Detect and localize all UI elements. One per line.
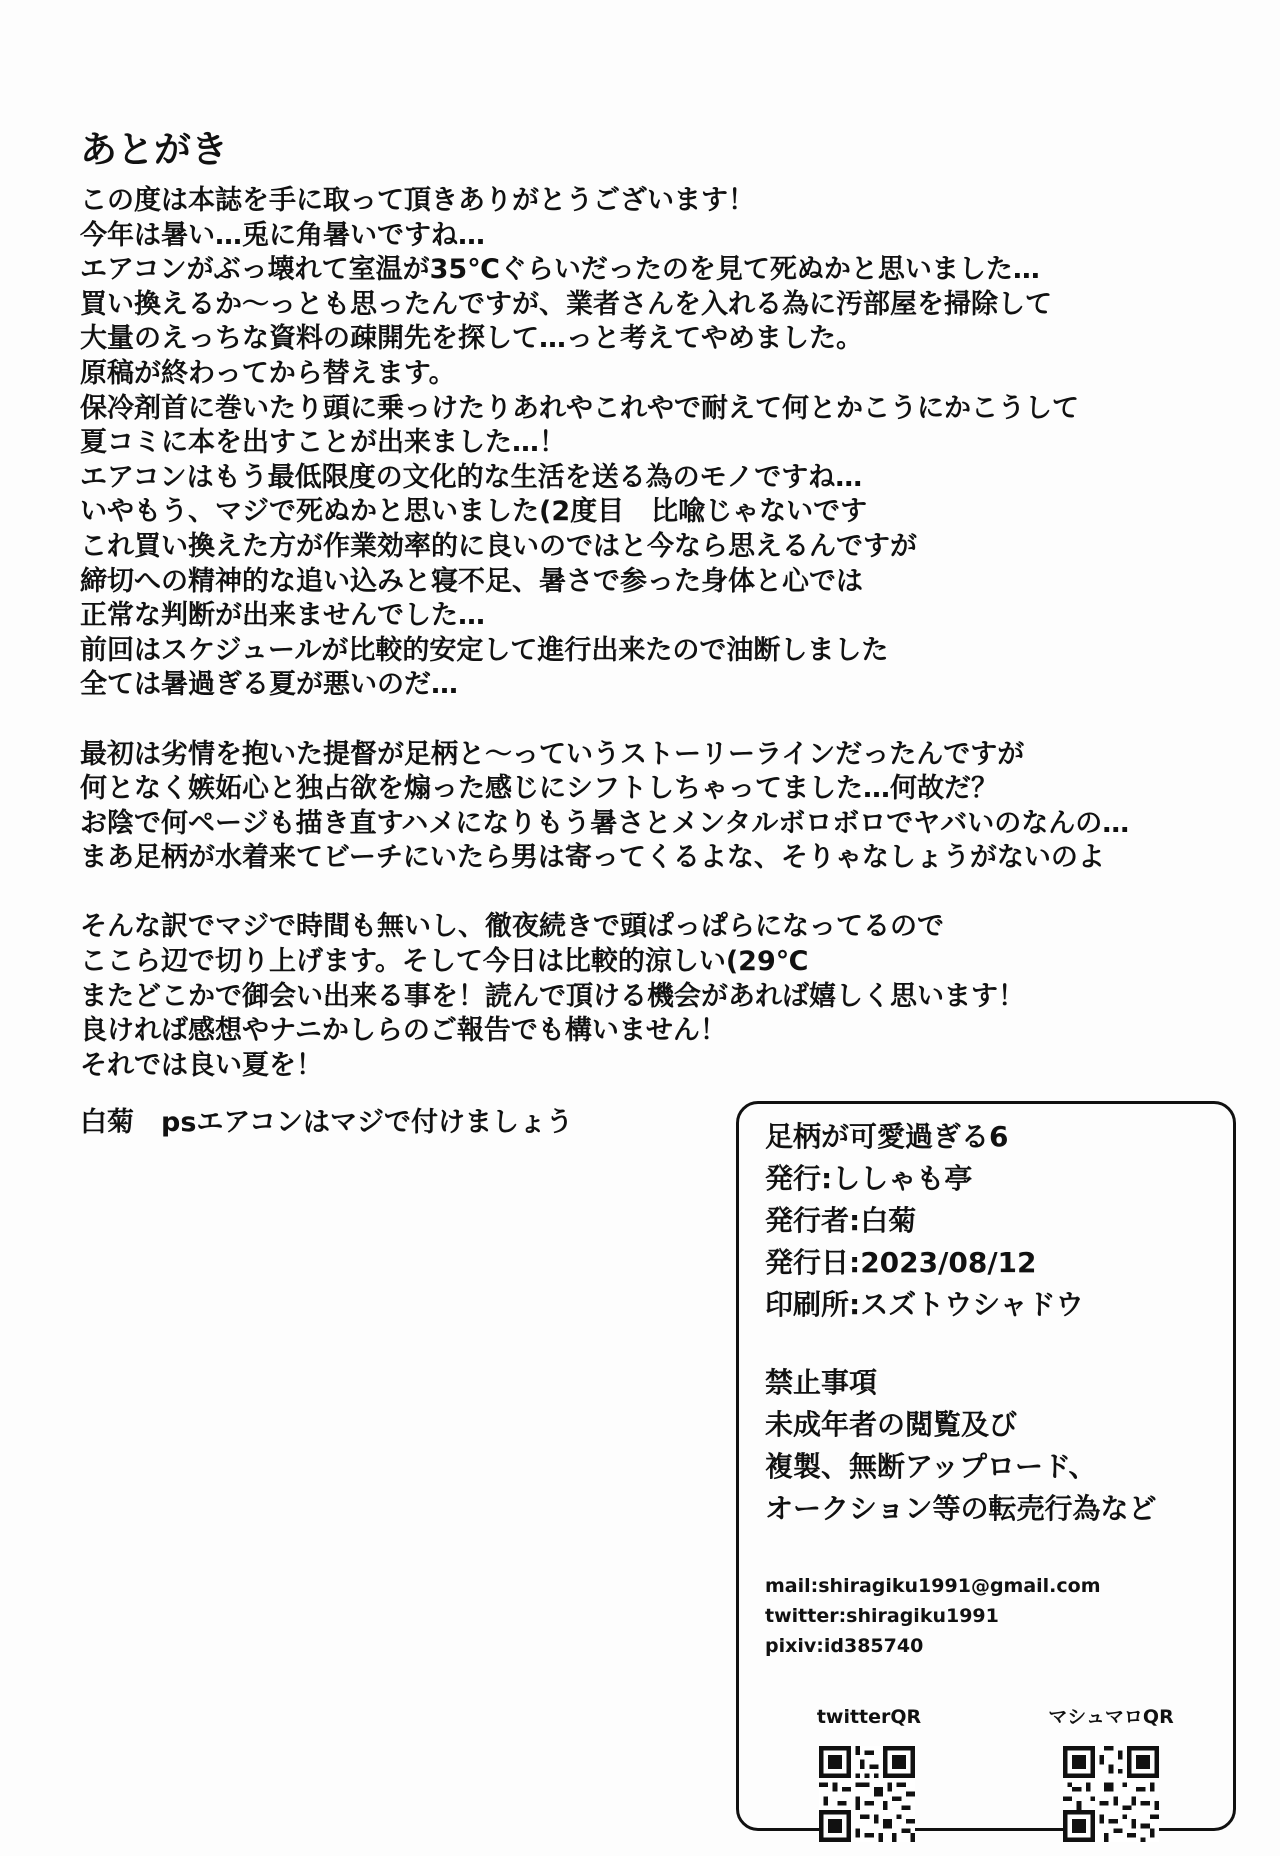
twitter-qr-code-icon[interactable] (819, 1746, 915, 1842)
afterword-line: 全ては暑過ぎる夏が悪いのだ… (80, 669, 458, 701)
afterword-line: 大量のえっちな資料の疎開先を探して…っと考えてやめました。 (80, 323, 863, 355)
printer-line: 印刷所:スズトウシャドウ (765, 1288, 1084, 1321)
publish-date-line: 発行日:2023/08/12 (765, 1246, 1037, 1279)
afterword-line: 最初は劣情を抱いた提督が足柄と〜っていうストーリーラインだったんですが (80, 738, 1025, 770)
author-signature: 白菊 psエアコンはマジで付けましょう (80, 1107, 574, 1138)
afterword-line: 夏コミに本を出すことが出来ました…！ (80, 427, 566, 459)
prohibited-line: オークション等の転売行為など (765, 1492, 1157, 1525)
afterword-line: 良ければ感想やナニかしらのご報告でも構いません！ (80, 1015, 727, 1047)
author-line: 発行者:白菊 (765, 1204, 917, 1237)
afterword-line: 締切への精神的な追い込みと寝不足、暑さで参った身体と心では (80, 565, 863, 597)
contact-email: mail:shiragiku1991@gmail.com (765, 1575, 1101, 1597)
twitter-qr-label: twitterQR (816, 1706, 922, 1728)
afterword-line: この度は本誌を手に取って頂きありがとうございます！ (80, 185, 755, 216)
contact-pixiv: pixiv:id385740 (765, 1635, 924, 1657)
afterword-line: 正常な判断が出来ませんでした… (80, 600, 485, 632)
afterword-line: 何となく嫉妬心と独占欲を煽った感じにシフトしちゃってました…何故だ？ (80, 773, 998, 805)
afterword-line: それでは良い夏を！ (80, 1049, 323, 1081)
prohibited-line: 複製、無断アップロード、 (765, 1450, 1097, 1483)
afterword-line: ここら辺で切り上げます。そして今日は比較的涼しい(29℃ (80, 946, 809, 978)
paragraph-gap (80, 876, 1240, 911)
afterword-line: お陰で何ページも描き直すハメになりもう暑さとメンタルボロボロでヤバいのなんの… (80, 807, 1130, 839)
colophon-box (736, 1101, 1236, 1831)
afterword-line: 今年は暑い…兎に角暑いですね… (80, 219, 485, 251)
afterword-line: 前回はスケジュールが比較的安定して進行出来たので油断しました (80, 634, 889, 666)
contact-twitter: twitter:shiragiku1991 (765, 1605, 999, 1627)
book-title: 足柄が可愛過ぎる6 (765, 1120, 1009, 1153)
afterword-line: エアコンはもう最低限度の文化的な生活を送る為のモノですね… (80, 461, 863, 493)
paragraph-gap (80, 703, 1240, 738)
afterword-body (80, 184, 1240, 1083)
afterword-line: 買い換えるか〜っとも思ったんですが、業者さんを入れる為に汚部屋を掃除して (80, 288, 1052, 320)
afterword-line: そんな訳でマジで時間も無いし、徹夜続きで頭ぱっぱらになってるので (80, 911, 944, 943)
prohibited-line: 未成年者の閲覧及び (765, 1408, 1018, 1441)
afterword-heading: あとがき (80, 128, 228, 171)
publisher-line: 発行:ししゃも亭 (765, 1162, 973, 1195)
prohibited-heading: 禁止事項 (765, 1366, 878, 1399)
afterword-line: エアコンがぶっ壊れて室温が35℃ぐらいだったのを見て死ぬかと思いました… (80, 254, 1040, 286)
afterword-line: まあ足柄が水着来てビーチにいたら男は寄ってくるよな、そりゃなしょうがないのよ (80, 842, 1105, 874)
afterword-line: これ買い換えた方が作業効率的に良いのではと今なら思えるんですが (80, 530, 917, 562)
afterword-line: いやもう、マジで死ぬかと思いました(2度目 比喩じゃないです (80, 496, 868, 528)
afterword-line: 保冷剤首に巻いたり頭に乗っけたりあれやこれやで耐えて何とかこうにかこうして (80, 392, 1079, 424)
marshmallow-qr-code-icon[interactable] (1063, 1746, 1159, 1842)
afterword-line: またどこかで御会い出来る事を！読んで頂ける機会があれば嬉しく思います！ (80, 980, 1025, 1012)
afterword-line: 原稿が終わってから替えます。 (80, 357, 456, 389)
marshmallow-qr-label: マシュマロQR (1048, 1706, 1174, 1728)
